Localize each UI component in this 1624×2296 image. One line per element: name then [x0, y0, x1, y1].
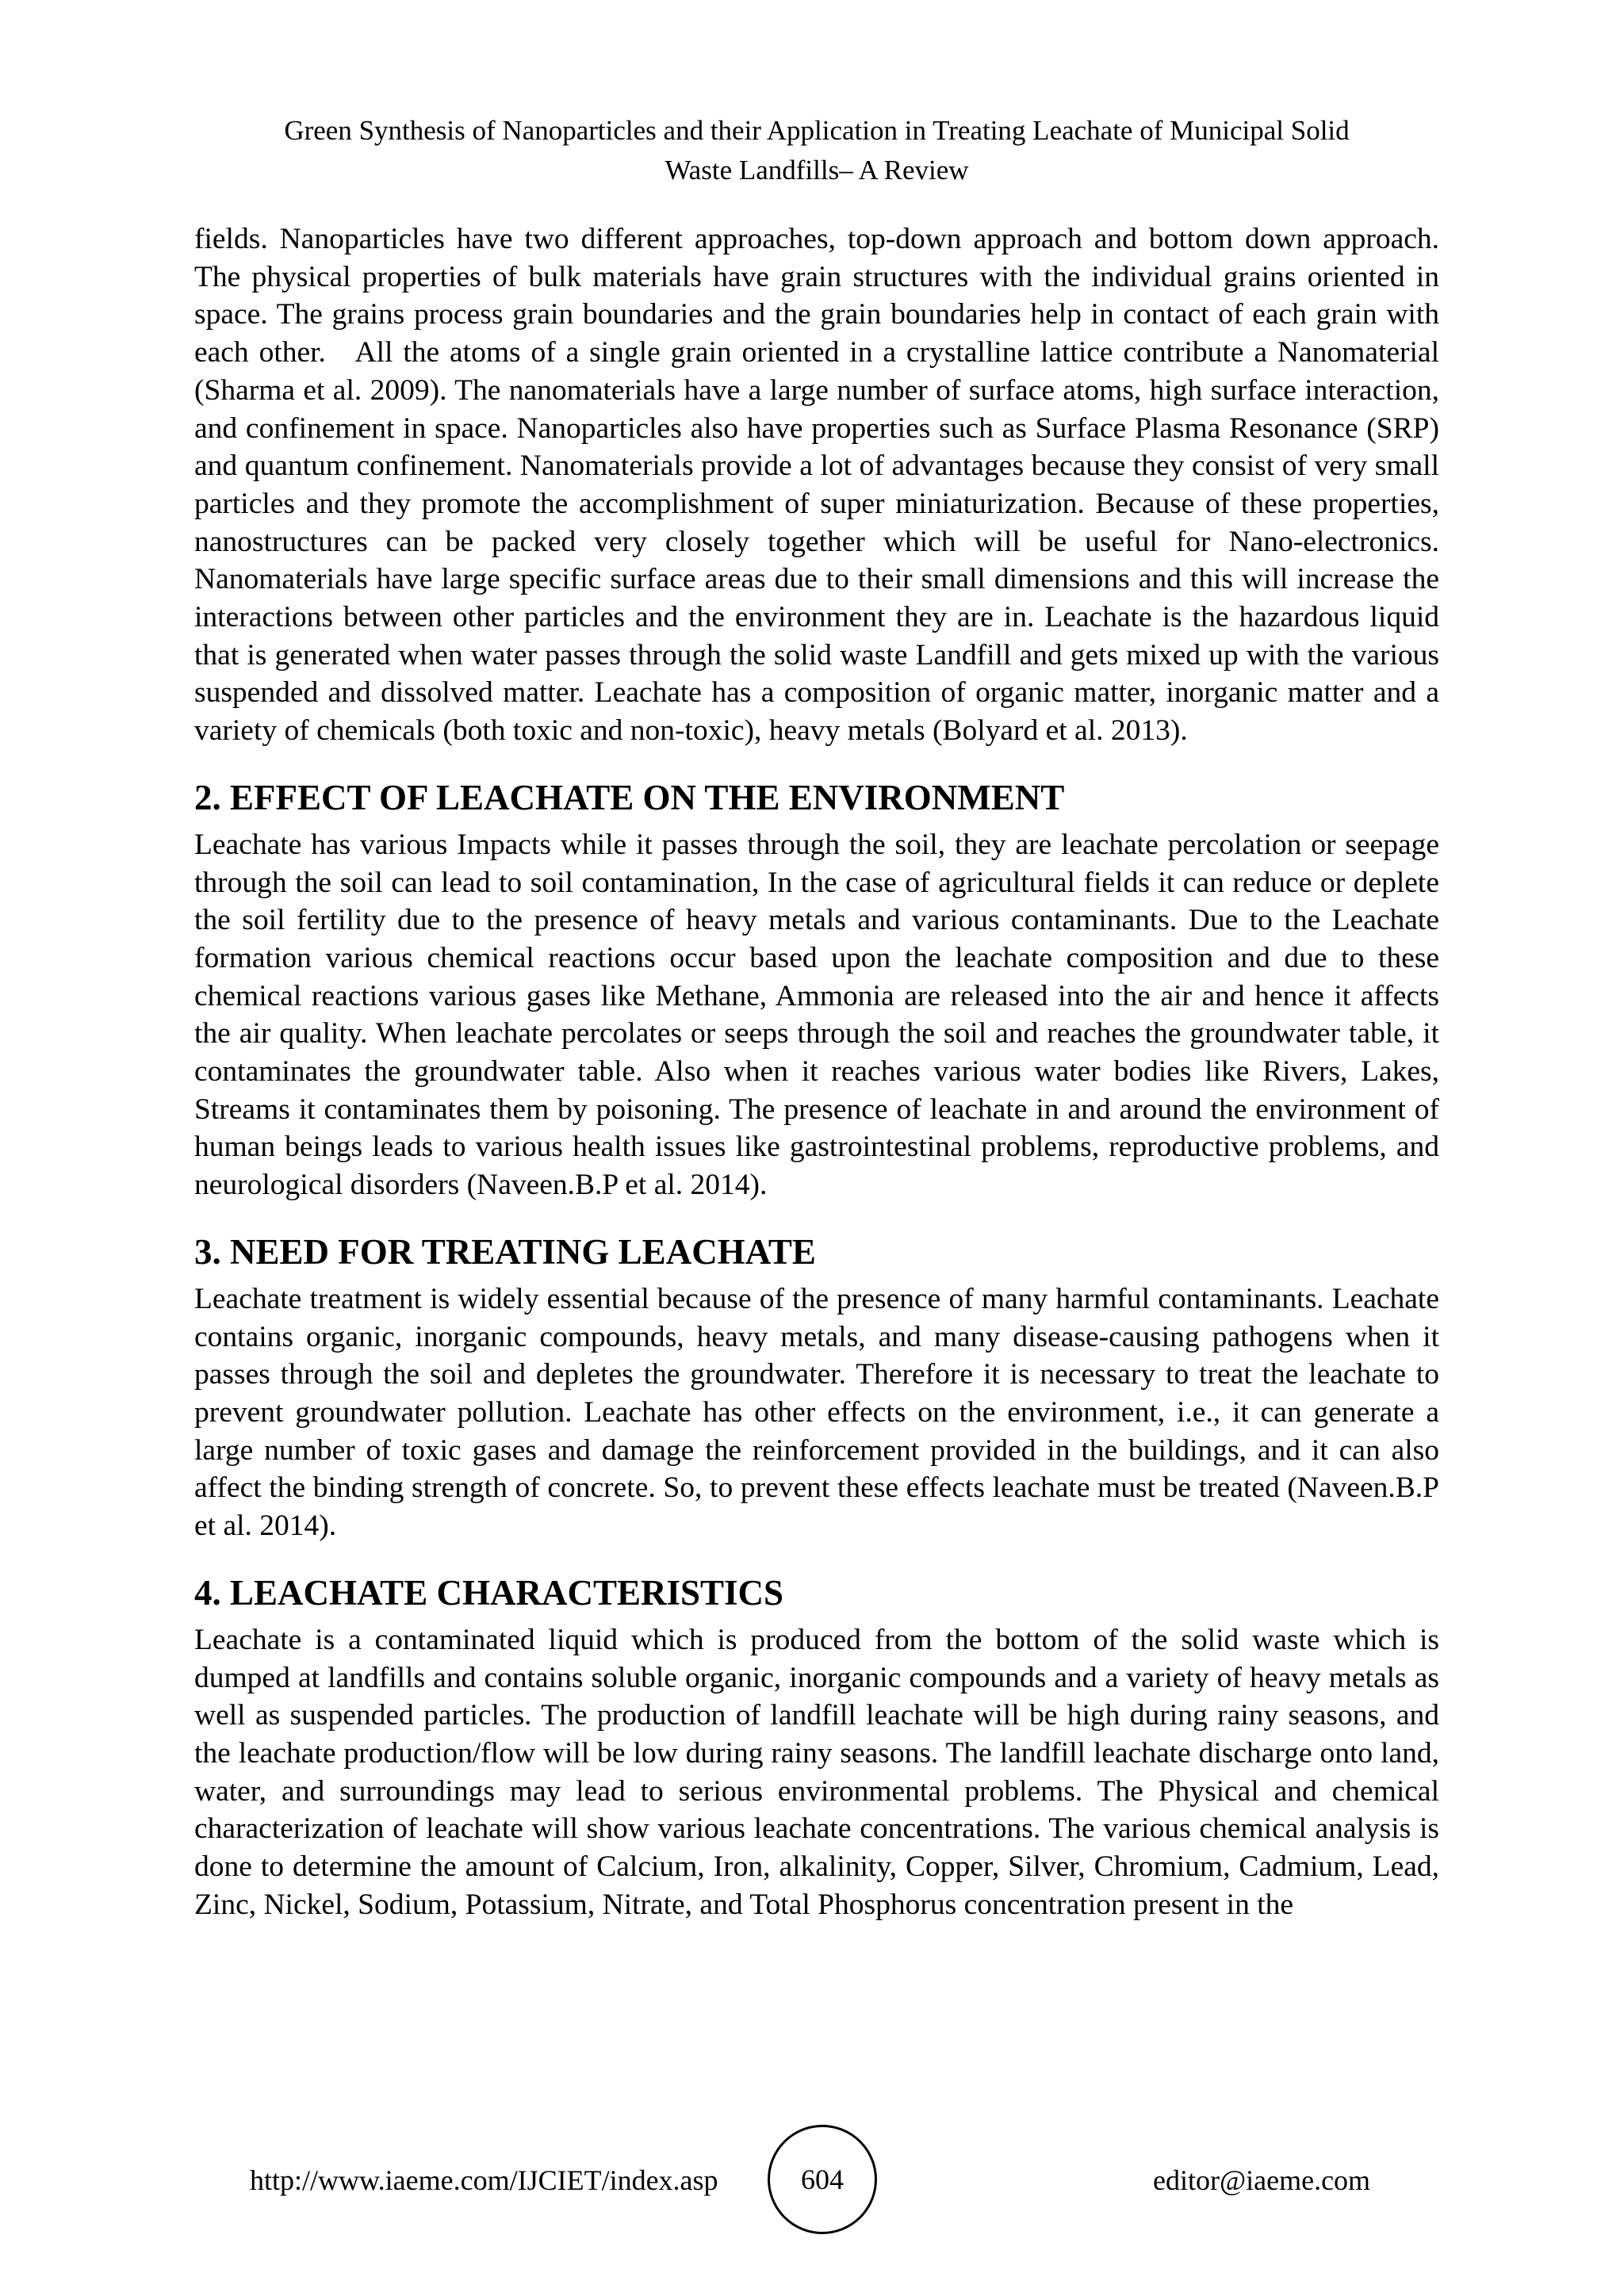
section-effect-of-leachate [194, 775, 1439, 1204]
body-text [194, 220, 1439, 1923]
section-paragraph: Leachate is a contaminated liquid which is produced from the bottom of the solid waste which is dumped at landfills and contains soluble organic, inorganic compounds and a variety of heavy metals as well as suspended particles. The production of landfill leachate will be high during rainy seasons, and the leachate production/flow will be low during rainy seasons. The landfill leachate discharge onto land, water, and surroundings may lead to serious environmental problems. The Physical and chemical characterization of leachate will show various leachate concentrations. The various chemical analysis is done to determine the amount of Calcium, Iron, alkalinity, Copper, Silver, Chromium, Cadmium, Lead, Zinc, Nickel, Sodium, Potassium, Nitrate, and Total Phosphorus concentration present in the [194, 1623, 1439, 1921]
section-paragraph: Leachate treatment is widely essential because of the presence of many harmful contaminants. Leachate contains organic, inorganic compounds, heavy metals, and many disease-causing pathogens when it passes through the soil and depletes the groundwater. Therefore it is necessary to treat the leachate to prevent groundwater pollution. Leachate has other effects on the environment, i.e., it can generate a large number of toxic gases and damage the reinforcement provided in the buildings, and it can also affect the binding strength of concrete. So, to prevent these effects leachate must be treated (Naveen.B.P et al. 2014). [194, 1282, 1439, 1543]
section-heading: 2. EFFECT OF LEACHATE ON THE ENVIRONMENT [194, 777, 1065, 817]
running-header-line-1: Green Synthesis of Nanoparticles and their Application in Treating Leachate of Municipal Solid [284, 115, 1350, 146]
section-leachate-characteristics [194, 1571, 1439, 1924]
running-header [194, 111, 1439, 190]
running-header-line-2: Waste Landfills– A Review [665, 155, 969, 186]
page-footer [0, 2125, 1624, 2236]
section-heading: 3. NEED FOR TREATING LEACHATE [194, 1231, 816, 1272]
section-paragraph: Leachate has various Impacts while it passes through the soil, they are leachate percolation or seepage through the soil can lead to soil contamination, In the case of agricultural fields it can reduce or deplete the soil fertility due to the presence of heavy metals and various contaminants. Due to the Leachate formation various chemical reactions occur based upon the leachate composition and due to these chemical reactions various gases like Methane, Ammonia are released into the air and hence it affects the air quality. When leachate percolates or seeps through the soil and reaches the groundwater table, it contaminates the groundwater table. Also when it reaches various water bodies like Rivers, Lakes, Streams it contaminates them by poisoning. The presence of leachate in and around the environment of human beings leads to various health issues like gastrointestinal problems, reproductive problems, and neurological disorders (Naveen.B.P et al. 2014). [194, 828, 1439, 1202]
intro-paragraph: fields. Nanoparticles have two different approaches, top-down approach and bottom down approach. The physical properties of bulk materials have grain structures with the individual grains oriented in space. The grains process grain boundaries and the grain boundaries help in contact of each grain with each other. All the atoms of a single grain oriented in a crystalline lattice contribute a Nanomaterial (Sharma et al. 2009). The nanomaterials have a large number of surface atoms, high surface interaction, and confinement in space. Nanoparticles also have properties such as Surface Plasma Resonance (SRP) and quantum confinement. Nanomaterials provide a lot of advantages because they consist of very small particles and they promote the accomplishment of super miniaturization. Because of these properties, nanostructures can be packed very closely together which will be useful for Nano-electronics. Nanomaterials have large specific surface areas due to their small dimensions and this will increase the interactions between other particles and the environment they are in. Leachate is the hazardous liquid that is generated when water passes through the solid waste Landfill and gets mixed up with the various suspended and dissolved matter. Leachate has a composition of organic matter, inorganic matter and a variety of chemicals (both toxic and non-toxic), heavy metals (Bolyard et al. 2013). [194, 223, 1439, 748]
footer-email-link[interactable]: editor@iaeme.com [1153, 2164, 1371, 2196]
section-heading: 4. LEACHATE CHARACTERISTICS [194, 1572, 784, 1613]
page-number-badge: 604 [768, 2125, 877, 2234]
footer-url-link[interactable]: http://www.iaeme.com/IJCIET/index.asp [250, 2164, 718, 2196]
section-need-for-treating-leachate [194, 1230, 1439, 1545]
